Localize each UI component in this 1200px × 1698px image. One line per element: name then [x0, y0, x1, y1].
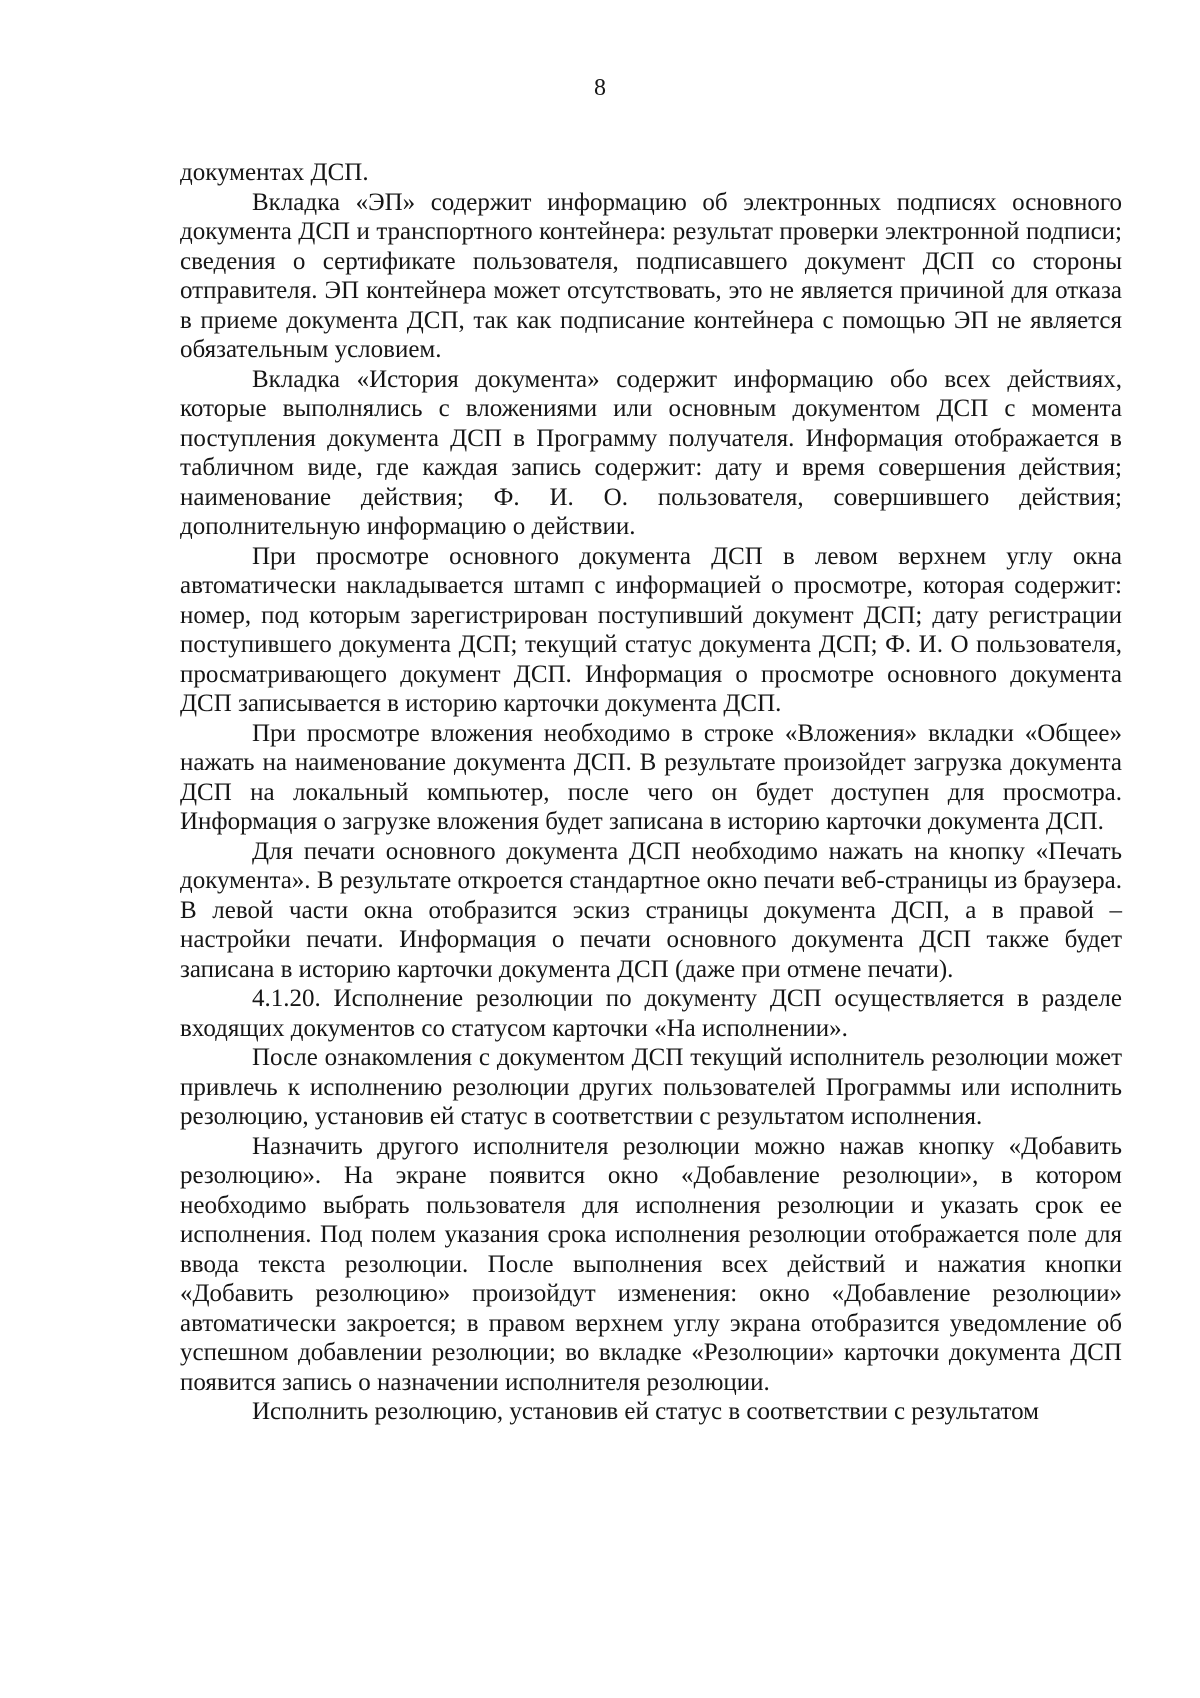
paragraph-ep-tab: Вкладка «ЭП» содержит информацию об электронных подписях основного документа ДСП и транспортного контейнера: результат проверки электронной подписи; сведения о сертификате пользователя, подписавшего документ ДСП со стороны отправителя. ЭП контейнера может отсутствовать, это не является причиной для отказа в приеме документа ДСП, так как подписание контейнера с помощью ЭП не является обязательным условием.	[180, 188, 1122, 363]
paragraph-execute-resolution: Исполнить резолюцию, установив ей статус в соответствии с результатом	[252, 1398, 1039, 1425]
paragraph-section-4-1-20: 4.1.20. Исполнение резолюции по документу ДСП осуществляется в разделе входящих документов со статусом карточки «На исполнении».	[180, 985, 1122, 1042]
paragraph-continuation: документах ДСП.	[180, 159, 369, 186]
paragraph-history-tab: Вкладка «История документа» содержит информацию обо всех действиях, которые выполнялись с вложениями или основным документом ДСП с момента поступления документа ДСП в Программу получателя. Информация отображается в табличном виде, где каждая запись содержит: дату и время совершения действия; наименование действия; Ф. И. О. пользователя, совершившего действия; дополнительную информацию о действии.	[180, 365, 1122, 540]
paragraph-view-main-document: При просмотре основного документа ДСП в левом верхнем углу окна автоматически накладывается штамп с информацией о просмотре, которая содержит: номер, под которым зарегистрирован поступивший документ ДСП; дату регистрации поступившего документа ДСП; текущий статус документа ДСП; Ф. И. О пользователя, просматривающего документ ДСП. Информация о просмотре основного документа ДСП записывается в историю карточки документа ДСП.	[180, 542, 1122, 717]
paragraph-print-document: Для печати основного документа ДСП необходимо нажать на кнопку «Печать документа». В результате откроется стандартное окно печати веб-страницы из браузера. В левой части окна отобразится эскиз страницы документа ДСП, а в правой – настройки печати. Информация о печати основного документа ДСП также будет записана в историю карточки документа ДСП (даже при отмене печати).	[180, 837, 1122, 983]
paragraph-assign-executor: Назначить другого исполнителя резолюции можно нажав кнопку «Добавить резолюцию». На экране появится окно «Добавление резолюции», в котором необходимо выбрать пользователя для исполнения резолюции и указать срок ее исполнения. Под полем указания срока исполнения резолюции отображается поле для ввода текста резолюции. После выполнения всех действий и нажатия кнопки «Добавить резолюцию» произойдут изменения: окно «Добавление резолюции» автоматически закроется; в правом верхнем углу экрана отобразится уведомление об успешном добавлении резолюции; во вкладке «Резолюции» карточки документа ДСП появится запись о назначении исполнителя резолюции.	[180, 1132, 1122, 1396]
document-body	[180, 158, 1122, 1427]
paragraph-view-attachment: При просмотре вложения необходимо в строке «Вложения» вкладки «Общее» нажать на наименование документа ДСП. В результате произойдет загрузка документа ДСП на локальный компьютер, после чего он будет доступен для просмотра. Информация о загрузке вложения будет записана в историю карточки документа ДСП.	[180, 719, 1122, 835]
paragraph-after-review: После ознакомления с документом ДСП текущий исполнитель резолюции может привлечь к исполнению резолюции других пользователей Программы или исполнить резолюцию, установив ей статус в соответствии с результатом исполнения.	[180, 1044, 1122, 1130]
page-number: 8	[594, 75, 606, 101]
